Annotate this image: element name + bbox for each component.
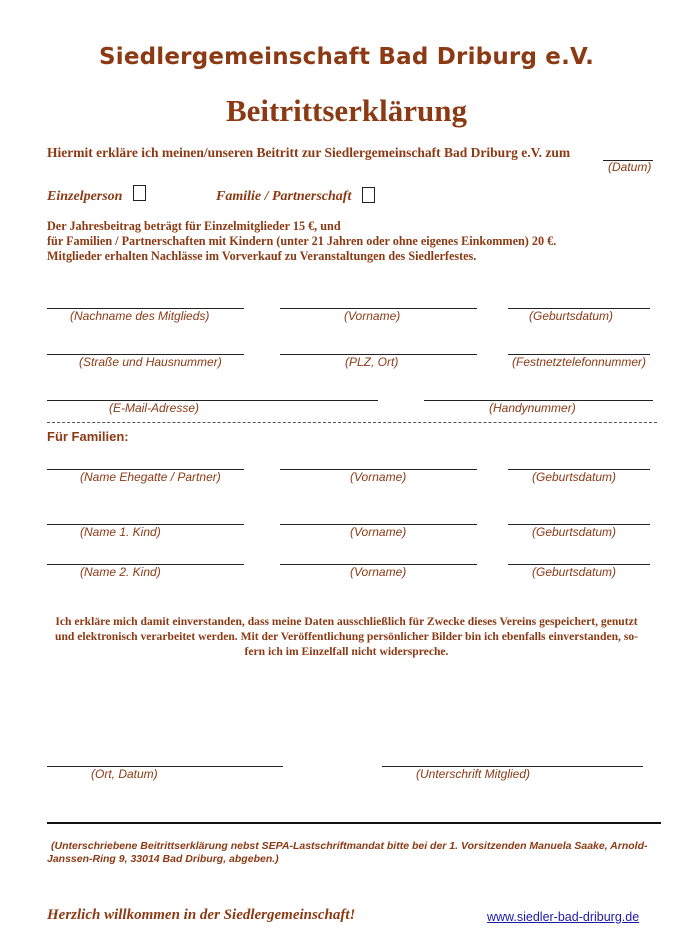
phone-caption: (Festnetztelefonnummer) xyxy=(512,355,647,369)
child2-name-caption: (Name 2. Kind) xyxy=(80,565,161,579)
footer-note-line-2: Janssen-Ring 9, 33014 Bad Driburg, abgeben.) xyxy=(47,853,279,865)
date-caption: (Datum) xyxy=(608,160,652,174)
first-name-caption: (Vorname) xyxy=(344,309,401,323)
page-title: Beitrittserklärung xyxy=(225,93,468,128)
zip-city-caption: (PLZ, Ort) xyxy=(345,355,399,369)
declaration-text: Hiermit erkläre ich meinen/unseren Beitritt zur Siedlergemeinschaft Bad Driburg e.V. zum xyxy=(47,145,571,160)
family-heading: Für Familien: xyxy=(47,429,129,444)
child2-birth-date-caption: (Geburtsdatum) xyxy=(532,565,617,579)
section-divider xyxy=(47,422,657,423)
signature-caption: (Unterschrift Mitglied) xyxy=(416,767,531,781)
email-caption: (E-Mail-Adresse) xyxy=(109,401,200,415)
birth-date-caption: (Geburtsdatum) xyxy=(529,309,614,323)
consent-line-3: fern ich im Einzelfall nicht widerspreche. xyxy=(244,645,449,658)
mobile-caption: (Handynummer) xyxy=(489,401,576,415)
last-name-caption: (Nachname des Mitglieds) xyxy=(70,309,210,323)
spouse-first-name-caption: (Vorname) xyxy=(350,470,407,484)
place-date-field[interactable] xyxy=(47,766,283,767)
child1-birth-date-caption: (Geburtsdatum) xyxy=(532,525,617,539)
child1-name-caption: (Name 1. Kind) xyxy=(80,525,161,539)
website-link[interactable]: www.siedler-bad-driburg.de xyxy=(487,910,640,924)
street-caption: (Straße und Hausnummer) xyxy=(79,355,222,369)
fee-line-3: Mitglieder erhalten Nachlässe im Vorverkauf zu Veranstaltungen des Siedlerfestes. xyxy=(47,249,477,263)
footer-rule xyxy=(47,822,661,824)
spouse-name-caption: (Name Ehegatte / Partner) xyxy=(80,470,221,484)
footer-note-line-1: (Unterschriebene Beitrittserklärung nebst SEPA-Lastschriftmandat bitte bei der 1. Vorsitzenden Manuela Saake, Arnold- xyxy=(51,840,648,852)
child1-first-name-caption: (Vorname) xyxy=(350,525,407,539)
fee-line-2: für Familien / Partnerschaften mit Kindern (unter 21 Jahren oder ohne eigenes Einkommen) 20 €. xyxy=(47,234,557,248)
consent-line-1: Ich erkläre mich damit einverstanden, dass meine Daten ausschließlich für Zwecke dieses Vereins gespeichert, genutzt xyxy=(55,615,638,628)
consent-line-2: und elektronisch verarbeitet werden. Mit der Veröffentlichung persönlicher Bilder bin ich ebenfalls einverstanden, so- xyxy=(55,630,638,643)
individual-checkbox[interactable] xyxy=(133,185,146,201)
welcome-text: Herzlich willkommen in der Siedlergemeinschaft! xyxy=(47,907,356,923)
spouse-birth-date-caption: (Geburtsdatum) xyxy=(532,470,617,484)
organization-name: Siedlergemeinschaft Bad Driburg e.V. xyxy=(98,44,595,70)
place-date-caption: (Ort, Datum) xyxy=(91,767,158,781)
individual-label: Einzelperson xyxy=(47,189,123,204)
email-field[interactable] xyxy=(47,400,378,401)
fee-line-1: Der Jahresbeitrag beträgt für Einzelmitglieder 15 €, und xyxy=(47,219,341,233)
child2-first-name-caption: (Vorname) xyxy=(350,565,407,579)
family-checkbox[interactable] xyxy=(362,187,375,203)
family-label: Familie / Partnerschaft xyxy=(216,189,352,204)
